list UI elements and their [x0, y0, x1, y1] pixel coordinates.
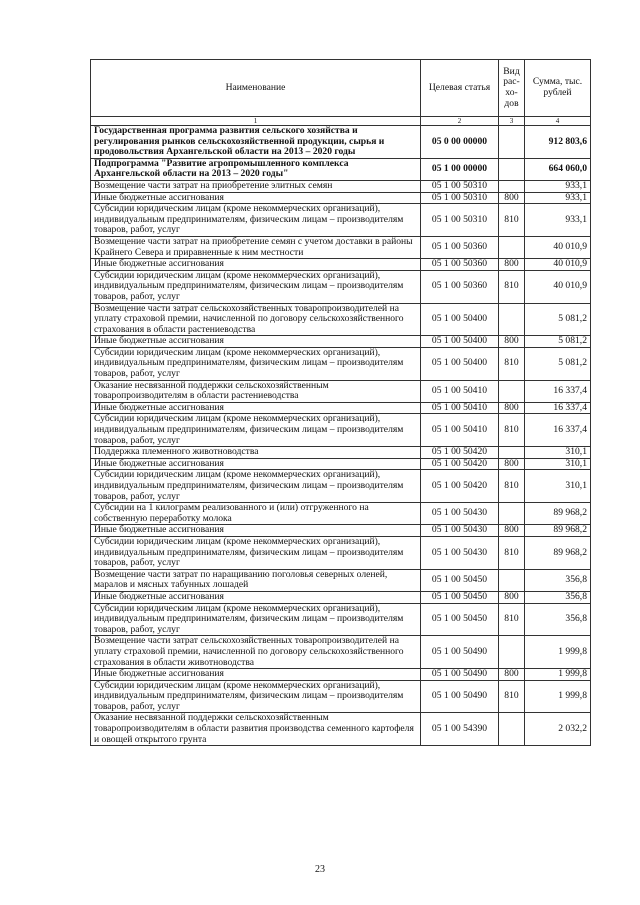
row-code: 05 1 00 50490 — [421, 636, 499, 669]
row-sum: 356,8 — [525, 591, 591, 603]
row-exp: 800 — [499, 591, 525, 603]
row-sum: 310,1 — [525, 458, 591, 470]
row-code: 05 1 00 50490 — [421, 669, 499, 681]
row-name: Возмещение части затрат по наращиванию поголовья северных оленей, маралов и мясных табунных лошадей — [91, 569, 421, 591]
table-row — [91, 591, 591, 603]
row-sum: 933,1 — [525, 204, 591, 237]
row-exp — [499, 447, 525, 459]
header-sum: Сумма, тыс. рублей — [525, 60, 591, 117]
row-code: 05 1 00 00000 — [421, 158, 499, 180]
col-number: 1 — [91, 117, 421, 126]
row-sum: 16 337,4 — [525, 380, 591, 402]
row-code: 05 1 00 50430 — [421, 503, 499, 525]
row-code: 05 1 00 54390 — [421, 713, 499, 746]
row-exp: 800 — [499, 259, 525, 271]
row-sum: 16 337,4 — [525, 402, 591, 414]
row-name: Иные бюджетные ассигнования — [91, 525, 421, 537]
row-exp: 810 — [499, 347, 525, 380]
row-code: 05 1 00 50450 — [421, 591, 499, 603]
row-name: Оказание несвязанной поддержки сельскохозяйственным товаропроизводителям в области растениеводства — [91, 380, 421, 402]
row-exp: 810 — [499, 536, 525, 569]
row-name: Поддержка племенного животноводства — [91, 447, 421, 459]
row-sum: 40 010,9 — [525, 270, 591, 303]
table-row — [91, 192, 591, 204]
row-sum: 356,8 — [525, 603, 591, 636]
row-exp: 800 — [499, 402, 525, 414]
row-sum: 16 337,4 — [525, 414, 591, 447]
row-code: 05 1 00 50310 — [421, 204, 499, 237]
row-code: 05 1 00 50430 — [421, 536, 499, 569]
table-row — [91, 470, 591, 503]
row-code: 05 1 00 50310 — [421, 192, 499, 204]
row-exp: 810 — [499, 680, 525, 713]
row-code: 05 1 00 50490 — [421, 680, 499, 713]
row-name: Иные бюджетные ассигнования — [91, 458, 421, 470]
row-name: Иные бюджетные ассигнования — [91, 259, 421, 271]
row-code: 05 1 00 50420 — [421, 470, 499, 503]
table-row — [91, 447, 591, 459]
row-sum: 89 968,2 — [525, 536, 591, 569]
table-row — [91, 236, 591, 258]
row-code: 05 1 00 50400 — [421, 336, 499, 348]
row-exp: 800 — [499, 336, 525, 348]
table-row — [91, 380, 591, 402]
row-name: Иные бюджетные ассигнования — [91, 192, 421, 204]
row-exp — [499, 303, 525, 336]
table-row — [91, 414, 591, 447]
row-exp — [499, 180, 525, 192]
table-row — [91, 569, 591, 591]
row-sum: 5 081,2 — [525, 347, 591, 380]
row-code: 05 1 00 50450 — [421, 569, 499, 591]
row-name: Подпрограмма "Развитие агропромышленного комплекса Архангельской области на 2013 – 2020 годы" — [91, 158, 421, 180]
row-sum: 664 060,0 — [525, 158, 591, 180]
table-row — [91, 525, 591, 537]
row-code: 05 1 00 50410 — [421, 414, 499, 447]
table-row — [91, 347, 591, 380]
table-row — [91, 204, 591, 237]
table-body — [91, 126, 591, 746]
row-sum: 5 081,2 — [525, 336, 591, 348]
row-name: Возмещение части затрат сельскохозяйственных товаропроизводителей на уплату страховой премии, начисленной по договору сельскохозяйственного страхования в области животноводства — [91, 636, 421, 669]
row-name: Иные бюджетные ассигнования — [91, 402, 421, 414]
row-sum: 912 803,6 — [525, 126, 591, 159]
row-code: 05 1 00 50400 — [421, 303, 499, 336]
row-name: Субсидии юридическим лицам (кроме некоммерческих организаций), индивидуальным предпринимателям, физическим лицам – производителям товаров, работ, услуг — [91, 470, 421, 503]
row-exp: 800 — [499, 458, 525, 470]
row-name: Субсидии юридическим лицам (кроме некоммерческих организаций), индивидуальным предпринимателям, физическим лицам – производителям товаров, работ, услуг — [91, 680, 421, 713]
table-row — [91, 270, 591, 303]
row-exp: 800 — [499, 192, 525, 204]
table-row — [91, 603, 591, 636]
row-exp — [499, 636, 525, 669]
row-code: 05 1 00 50420 — [421, 458, 499, 470]
row-exp — [499, 503, 525, 525]
row-code: 05 1 00 50450 — [421, 603, 499, 636]
row-code: 05 1 00 50430 — [421, 525, 499, 537]
row-code: 05 1 00 50420 — [421, 447, 499, 459]
row-name: Субсидии юридическим лицам (кроме некоммерческих организаций), индивидуальным предпринимателям, физическим лицам – производителям товаров, работ, услуг — [91, 204, 421, 237]
row-exp — [499, 569, 525, 591]
row-exp: 810 — [499, 603, 525, 636]
table-row — [91, 713, 591, 746]
row-name: Иные бюджетные ассигнования — [91, 591, 421, 603]
row-name: Иные бюджетные ассигнования — [91, 336, 421, 348]
table-row — [91, 669, 591, 681]
row-code: 05 1 00 50360 — [421, 259, 499, 271]
row-exp: 800 — [499, 525, 525, 537]
row-exp — [499, 713, 525, 746]
row-exp — [499, 380, 525, 402]
row-sum: 2 032,2 — [525, 713, 591, 746]
row-exp — [499, 158, 525, 180]
table-row — [91, 536, 591, 569]
table-row — [91, 680, 591, 713]
table-row — [91, 126, 591, 159]
table-row — [91, 180, 591, 192]
col-number: 3 — [499, 117, 525, 126]
row-name: Возмещение части затрат сельскохозяйственных товаропроизводителей на уплату страховой премии, начисленной по договору сельскохозяйственного страхования в области растениеводства — [91, 303, 421, 336]
row-exp — [499, 236, 525, 258]
row-exp — [499, 126, 525, 159]
row-name: Субсидии юридическим лицам (кроме некоммерческих организаций), индивидуальным предпринимателям, физическим лицам – производителям товаров, работ, услуг — [91, 414, 421, 447]
row-sum: 933,1 — [525, 180, 591, 192]
table-row — [91, 503, 591, 525]
row-sum: 89 968,2 — [525, 503, 591, 525]
table-row — [91, 259, 591, 271]
table-row — [91, 158, 591, 180]
row-exp: 800 — [499, 669, 525, 681]
table-row — [91, 458, 591, 470]
row-code: 05 0 00 00000 — [421, 126, 499, 159]
row-sum: 310,1 — [525, 470, 591, 503]
row-exp: 810 — [499, 270, 525, 303]
row-name: Оказание несвязанной поддержки сельскохозяйственным товаропроизводителям в области развития производства семенного картофеля и овощей открытого грунта — [91, 713, 421, 746]
row-sum: 89 968,2 — [525, 525, 591, 537]
row-name: Государственная программа развития сельского хозяйства и регулирования рынков сельскохозяйственной продукции, сырья и продовольствия Архангельской области на 2013 – 2020 годы — [91, 126, 421, 159]
row-code: 05 1 00 50360 — [421, 236, 499, 258]
row-name: Субсидии юридическим лицам (кроме некоммерческих организаций), индивидуальным предпринимателям, физическим лицам – производителям товаров, работ, услуг — [91, 347, 421, 380]
row-name: Возмещение части затрат на приобретение семян с учетом доставки в районы Крайнего Севера и приравненные к ним местности — [91, 236, 421, 258]
row-sum: 310,1 — [525, 447, 591, 459]
table-row — [91, 336, 591, 348]
row-sum: 933,1 — [525, 192, 591, 204]
row-exp: 810 — [499, 414, 525, 447]
table-row — [91, 303, 591, 336]
row-exp: 810 — [499, 204, 525, 237]
table-row — [91, 636, 591, 669]
row-sum: 1 999,8 — [525, 669, 591, 681]
row-code: 05 1 00 50310 — [421, 180, 499, 192]
row-code: 05 1 00 50410 — [421, 402, 499, 414]
row-sum: 356,8 — [525, 569, 591, 591]
table-header-row — [91, 60, 591, 117]
row-name: Возмещение части затрат на приобретение элитных семян — [91, 180, 421, 192]
header-name: Наименование — [91, 60, 421, 117]
row-name: Субсидии на 1 килограмм реализованного и (или) отгруженного на собственную переработку молока — [91, 503, 421, 525]
header-exp: Вид рас-хо-дов — [499, 60, 525, 117]
row-code: 05 1 00 50360 — [421, 270, 499, 303]
row-name: Иные бюджетные ассигнования — [91, 669, 421, 681]
row-sum: 40 010,9 — [525, 259, 591, 271]
row-name: Субсидии юридическим лицам (кроме некоммерческих организаций), индивидуальным предпринимателям, физическим лицам – производителям товаров, работ, услуг — [91, 270, 421, 303]
page-number: 23 — [315, 864, 325, 875]
row-name: Субсидии юридическим лицам (кроме некоммерческих организаций), индивидуальным предпринимателям, физическим лицам – производителям товаров, работ, услуг — [91, 603, 421, 636]
col-number: 2 — [421, 117, 499, 126]
row-sum: 40 010,9 — [525, 236, 591, 258]
header-code: Целевая статья — [421, 60, 499, 117]
row-code: 05 1 00 50410 — [421, 380, 499, 402]
row-sum: 1 999,8 — [525, 680, 591, 713]
row-code: 05 1 00 50400 — [421, 347, 499, 380]
row-name: Субсидии юридическим лицам (кроме некоммерческих организаций), индивидуальным предпринимателям, физическим лицам – производителям товаров, работ, услуг — [91, 536, 421, 569]
row-sum: 5 081,2 — [525, 303, 591, 336]
table-row — [91, 402, 591, 414]
col-number: 4 — [525, 117, 591, 126]
budget-table — [90, 59, 591, 746]
row-exp: 810 — [499, 470, 525, 503]
row-sum: 1 999,8 — [525, 636, 591, 669]
